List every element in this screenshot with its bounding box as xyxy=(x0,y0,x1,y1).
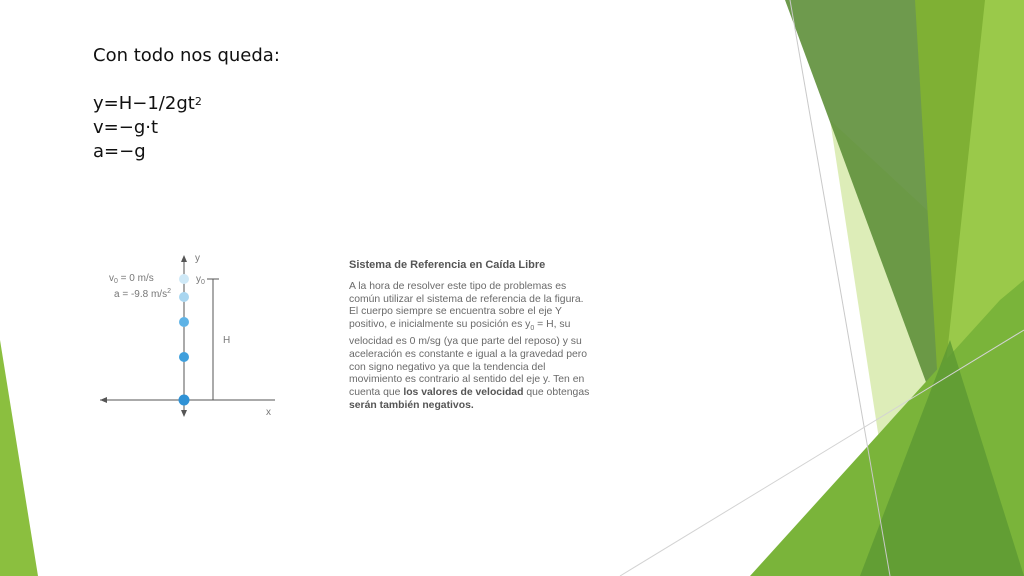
height-label: H xyxy=(223,335,231,346)
explanation-panel xyxy=(349,259,594,413)
panel-body: A la hora de resolver este tipo de problemas es común utilizar el sistema de referencia de la figura. El cuerpo siempre se encuentra sobre el eje Y positivo, e inicialmente su posición es $y_0 = H$, su velocidad es 0 m/sg (ya que parte del reposo) y su aceleración es constante e igual a la gravedad pero con signo negativo ya que la tendencia del movimiento es contrario al sentido del eje y. Ten en cuenta que los valores de velocidad que obtengas serán también negativos. xyxy=(349,280,590,412)
equation-position: $y=H-1/2gt^2$ xyxy=(93,93,202,114)
ball-position-4 xyxy=(179,352,189,362)
deco-left-sliver xyxy=(0,340,38,576)
v0-label: $v_0 = 0$ m/s xyxy=(109,273,154,285)
y-axis-arrow-down xyxy=(181,410,187,417)
ball-position-1 xyxy=(179,274,189,284)
equation-acceleration: a=−g xyxy=(93,141,146,162)
x-axis-label: x xyxy=(266,407,271,418)
equations-block xyxy=(93,44,280,164)
x-axis-arrow-left xyxy=(100,397,107,403)
panel-title: Sistema de Referencia en Caída Libre xyxy=(349,259,546,271)
equation-velocity: v=−g·t xyxy=(93,117,159,138)
slide-heading: Con todo nos queda: xyxy=(93,45,280,66)
y-axis-label: y xyxy=(195,253,200,264)
y0-label: $y_0$ xyxy=(196,274,205,286)
y-axis-arrow-up xyxy=(181,255,187,262)
acceleration-label: a = -9.8 $m/s^2$ xyxy=(114,288,171,300)
ball-position-5 xyxy=(179,395,190,406)
free-fall-figure xyxy=(95,245,290,425)
ball-position-2 xyxy=(179,292,189,302)
ball-position-3 xyxy=(179,317,189,327)
